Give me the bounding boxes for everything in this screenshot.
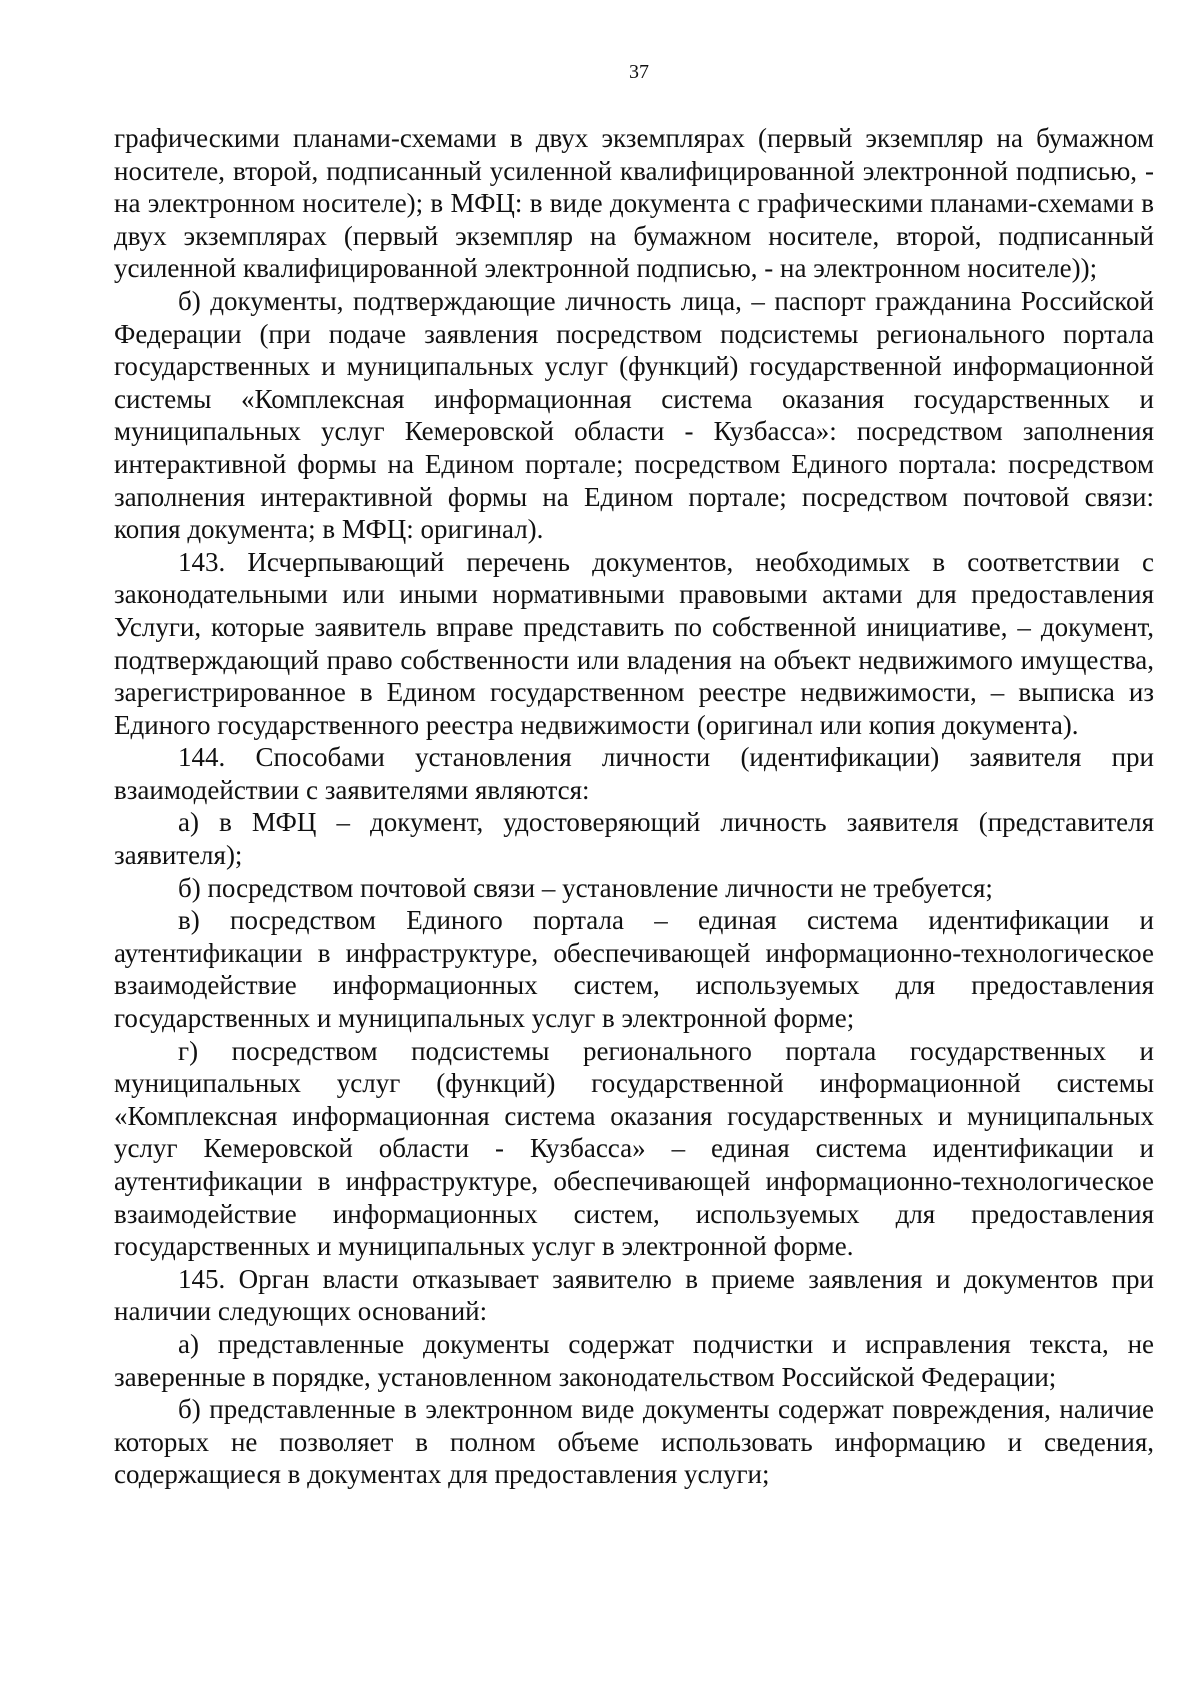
paragraph-145-a: а) представленные документы содержат подчистки и исправления текста, не заверенные в порядке, установленном законодательством Российской Федерации; (114, 1328, 1154, 1392)
paragraph-145: 145. Орган власти отказывает заявителю в приеме заявления и документов при наличии следующих оснований: (114, 1263, 1154, 1327)
paragraph-item-b-documents: б) документы, подтверждающие личность лица, – паспорт гражданина Российской Федерации (при подаче заявления посредством подсистемы регионального портала государственных и муниципальных услуг (функций) государственной информационной системы «Комплексная информационная система оказания государственных и муниципальных услуг Кемеровской области - Кузбасса»: посредством заполнения интерактивной формы на Едином портале; посредством Единого портала: посредством заполнения интерактивной формы на Едином портале; посредством почтовой связи: копия документа; в МФЦ: оригинал). (114, 285, 1154, 545)
paragraph-144-v: в) посредством Единого портала – единая система идентификации и аутентификации в инфраструктуре, обеспечивающей информационно-технологическое взаимодействие информационных систем, используемых для предоставления государственных и муниципальных услуг в электронной форме; (114, 905, 1154, 1034)
paragraph-continuation: графическими планами-схемами в двух экземплярах (первый экземпляр на бумажном носителе, второй, подписанный усиленной квалифицированной электронной подписью, - на электронном носителе); в МФЦ: в виде документа с графическими планами-схемами в двух экземплярах (первый экземпляр на бумажном носителе, второй, подписанный усиленной квалифицированной электронной подписью, - на электронном носителе)); (114, 123, 1154, 284)
paragraph-144-g: г) посредством подсистемы регионального портала государственных и муниципальных услуг (функций) государственной информационной системы «Комплексная информационная система оказания государственных и муниципальных услуг Кемеровской области - Кузбасса» – единая система идентификации и аутентификации в инфраструктуре, обеспечивающей информационно-технологическое взаимодействие информационных систем, используемых для предоставления государственных и муниципальных услуг в электронной форме. (114, 1035, 1154, 1262)
paragraph-144-a: а) в МФЦ – документ, удостоверяющий личность заявителя (представителя заявителя); (114, 807, 1154, 871)
page-number: 37 (629, 61, 649, 83)
document-page (114, 60, 1154, 1491)
paragraph-143: 143. Исчерпывающий перечень документов, необходимых в соответствии с законодательными или иными нормативными правовыми актами для предоставления Услуги, которые заявитель вправе представить по собственной инициативе, – документ, подтверждающий право собственности или владения на объект недвижимого имущества, зарегистрированное в Едином государственном реестре недвижимости, – выписка из Единого государственного реестра недвижимости (оригинал или копия документа). (114, 546, 1154, 740)
paragraph-144: 144. Способами установления личности (идентификации) заявителя при взаимодействии с заявителями являются: (114, 742, 1154, 805)
paragraph-144-b: б) посредством почтовой связи – установление личности не требуется; (178, 872, 993, 903)
paragraph-145-b: б) представленные в электронном виде документы содержат повреждения, наличие которых не позволяет в полном объеме использовать информацию и сведения, содержащиеся в документах для предоставления услуги; (114, 1394, 1154, 1490)
